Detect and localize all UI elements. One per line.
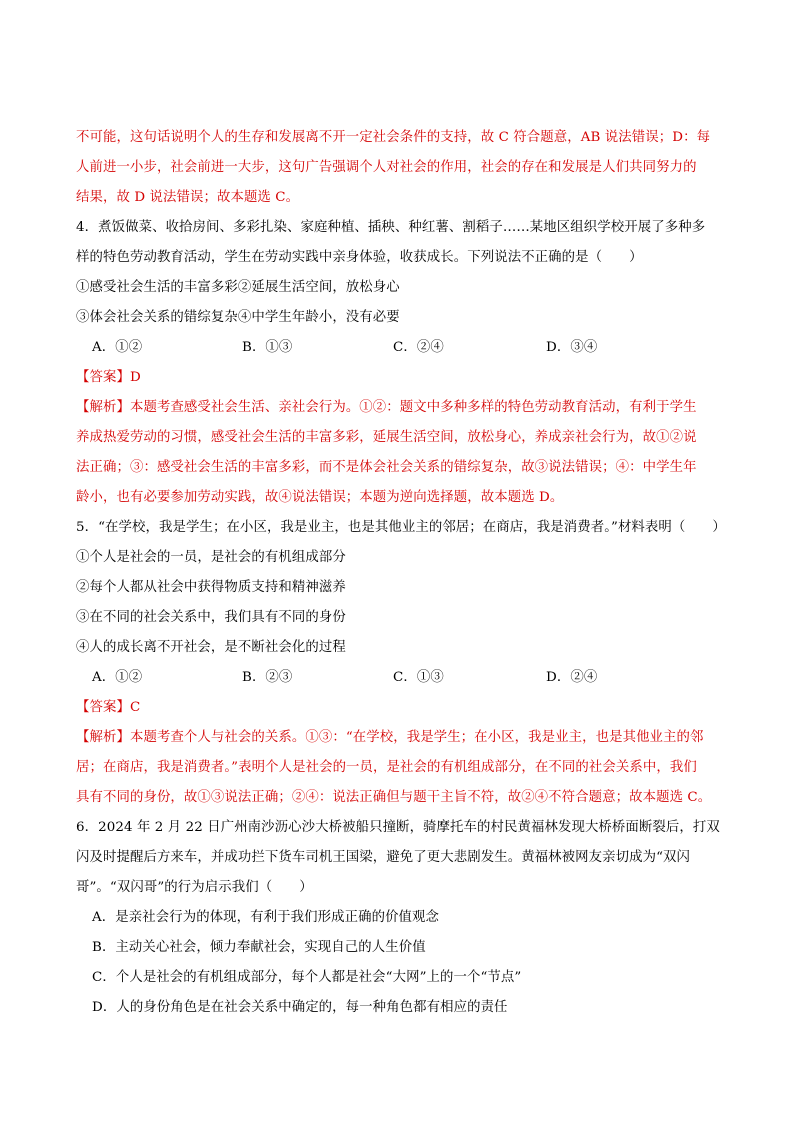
- question-stem: 4．煮饭做菜、收拾房间、多彩扎染、家庭种植、插秧、种红薯、割稻子……某地区组织学校开展了多种多: [76, 220, 706, 235]
- analysis-line: 养成热爱劳动的习惯，感受社会生活的丰富多彩，延展生活空间，放松身心，养成亲社会行为，故①②说: [76, 430, 697, 445]
- option-c: C．②④: [393, 340, 444, 355]
- option-d: D．②④: [546, 670, 598, 685]
- analysis-line: [76, 398, 722, 418]
- option-b: B．①③: [242, 340, 293, 355]
- statement-item: ③在不同的社会关系中，我们具有不同的身份: [76, 610, 346, 625]
- analysis-line: 人前进一小步，社会前进一大步，这句广告强调个人对社会的作用，社会的存在和发展是人们共同努力的: [76, 160, 697, 175]
- answer: [76, 368, 722, 388]
- answer-label: 【答案】: [76, 700, 130, 715]
- option-b: B．②③: [242, 670, 293, 685]
- statement-item: ③体会社会关系的错综复杂④中学生年龄小，没有必要: [76, 310, 400, 325]
- question-stem: 样的特色劳动教育活动，学生在劳动实践中亲身体验，收获成长。下列说法不正确的是（ ）: [76, 250, 643, 265]
- option-row: [76, 668, 722, 688]
- question-stem: 闪及时提醒后方来车，并成功拦下货车司机王国梁，避免了更大悲剧发生。黄福林被网友亲切成为“双闪: [76, 850, 691, 865]
- analysis-label: 【解析】: [76, 730, 130, 745]
- option-c: C．个人是社会的有机组成部分，每个人都是社会“大网”上的一个“节点”: [92, 970, 522, 985]
- analysis-line: 居；在商店，我是消费者。”表明个人是社会的一员，是社会的有机组成部分，在不同的社会关系中，我们: [76, 760, 697, 775]
- analysis-line: [76, 728, 722, 748]
- option-a: A．①②: [92, 340, 143, 355]
- analysis-line: 具有不同的身份，故①③说法正确；②④：说法正确但与题干主旨不符，故②④不符合题意；故本题选 C。: [76, 790, 712, 805]
- question-6: [76, 818, 722, 1018]
- option-d: D．人的身份角色是在社会关系中确定的，每一种角色都有相应的责任: [92, 1000, 508, 1015]
- exam-page: [76, 128, 726, 1028]
- statement-item: ④人的成长离不开社会，是不断社会化的过程: [76, 640, 346, 655]
- statement-item: ①感受社会生活的丰富多彩②延展生活空间，放松身心: [76, 280, 400, 295]
- answer-label: 【答案】: [76, 370, 130, 385]
- statement-item: ②每个人都从社会中获得物质支持和精神滋养: [76, 580, 346, 595]
- question-4: [76, 218, 722, 508]
- answer-value: C: [129, 700, 141, 715]
- previous-analysis: [76, 128, 722, 208]
- analysis-label: 【解析】: [76, 400, 130, 415]
- option-b: B．主动关心社会，倾力奉献社会，实现自己的人生价值: [92, 940, 426, 955]
- question-5: [76, 518, 726, 808]
- answer: [76, 698, 722, 718]
- option-row: [76, 338, 722, 358]
- question-stem: 6．2024 年 2 月 22 日广州南沙沥心沙大桥被船只撞断，骑摩托车的村民黄福林发现大桥桥面断裂后，打双: [76, 820, 720, 835]
- analysis-text: 本题考查个人与社会的关系。①③：“在学校，我是学生；在小区，我是业主，也是其他业主的邻: [129, 730, 704, 745]
- analysis-line: 结果，故 D 说法错误；故本题选 C。: [76, 190, 300, 205]
- analysis-line: 龄小，也有必要参加劳动实践，故④说法错误；本题为逆向选择题，故本题选 D。: [76, 490, 564, 505]
- option-a: A．①②: [92, 670, 143, 685]
- analysis-line: 不可能，这句话说明个人的生存和发展离不开一定社会条件的支持，故 C 符合题意，AB 说法错误；D：每: [76, 130, 711, 145]
- option-c: C．①③: [393, 670, 444, 685]
- analysis-text: 本题考查感受社会生活、亲社会行为。①②：题文中多种多样的特色劳动教育活动，有利于学生: [129, 400, 697, 415]
- analysis-line: 法正确；③：感受社会生活的丰富多彩，而不是体会社会关系的错综复杂，故③说法错误；④：中学生年: [76, 460, 697, 475]
- answer-value: D: [129, 370, 141, 385]
- option-a: A．是亲社会行为的体现，有利于我们形成正确的价值观念: [92, 910, 440, 925]
- statement-item: ①个人是社会的一员，是社会的有机组成部分: [76, 550, 346, 565]
- question-stem: 哥”。“双闪哥”的行为启示我们（ ）: [76, 880, 313, 895]
- option-d: D．③④: [546, 340, 598, 355]
- question-stem: 5．“在学校，我是学生；在小区，我是业主，也是其他业主的邻居；在商店，我是消费者。”材料表明（ ）: [76, 520, 726, 535]
